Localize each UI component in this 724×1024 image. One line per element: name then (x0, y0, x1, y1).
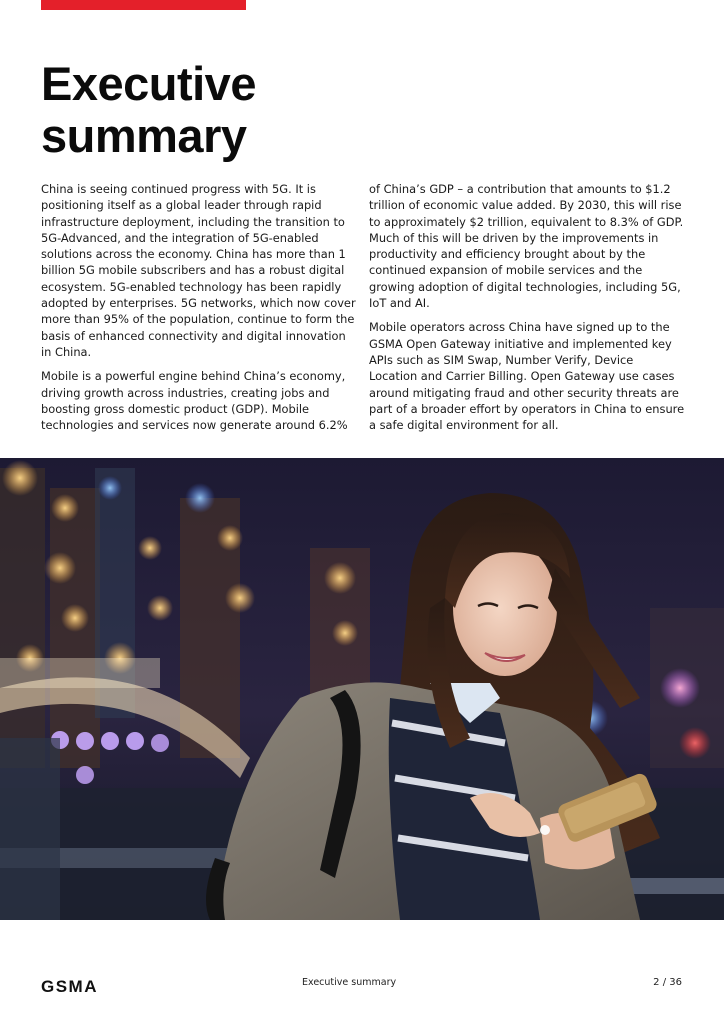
page-title (41, 58, 256, 162)
gsma-logo: GSMA (41, 977, 98, 996)
paragraph: Mobile operators across China have signed up to the GSMA Open Gateway initiative and implemented key APIs such as SIM Swap, Number Verify, Device Location and Carrier Billing. Open Gateway use cases around mitigating fraud and other security threats are part of a broader effort by operators in China to ensure a safe digital environment for all. (369, 320, 685, 433)
body-column-right (369, 181, 685, 441)
footer-section-title: Executive summary (302, 977, 397, 988)
accent-bar (41, 0, 246, 10)
hero-photo (0, 458, 724, 920)
paragraph: of China’s GDP – a contribution that amounts to $1.2 trillion of economic value added. By 2030, this will rise to approximately $2 trillion, equivalent to 8.3% of GDP. Much of this will be driven by the improvements in productivity and efficiency brought about by the continued expansion of mobile services and the growing adoption of digital technologies, including 5G, IoT and AI. (369, 182, 684, 311)
paragraph: China is seeing continued progress with 5G. It is positioning itself as a global leader through rapid infrastructure deployment, including the transition to 5G-Advanced, and the integration of 5G-enabled solutions across the economy. China has more than 1 billion 5G mobile subscribers and has a robust digital ecosystem. 5G-enabled technology has been rapidly adopted by enterprises. 5G networks, which now cover more than 95% of the population, continue to form the basis of enhanced connectivity and digital innovation in China. (41, 182, 356, 359)
paragraph: Mobile is a powerful engine behind China’s economy, driving growth across industries, creating jobs and boosting gross domestic product (GDP). Mobile technologies and services now generate around 6.2% (41, 369, 348, 433)
title-line-2: summary (41, 109, 247, 162)
title-line-1: Executive (41, 57, 256, 110)
page-number: 2 / 36 (653, 977, 682, 988)
body-column-left (41, 181, 359, 441)
